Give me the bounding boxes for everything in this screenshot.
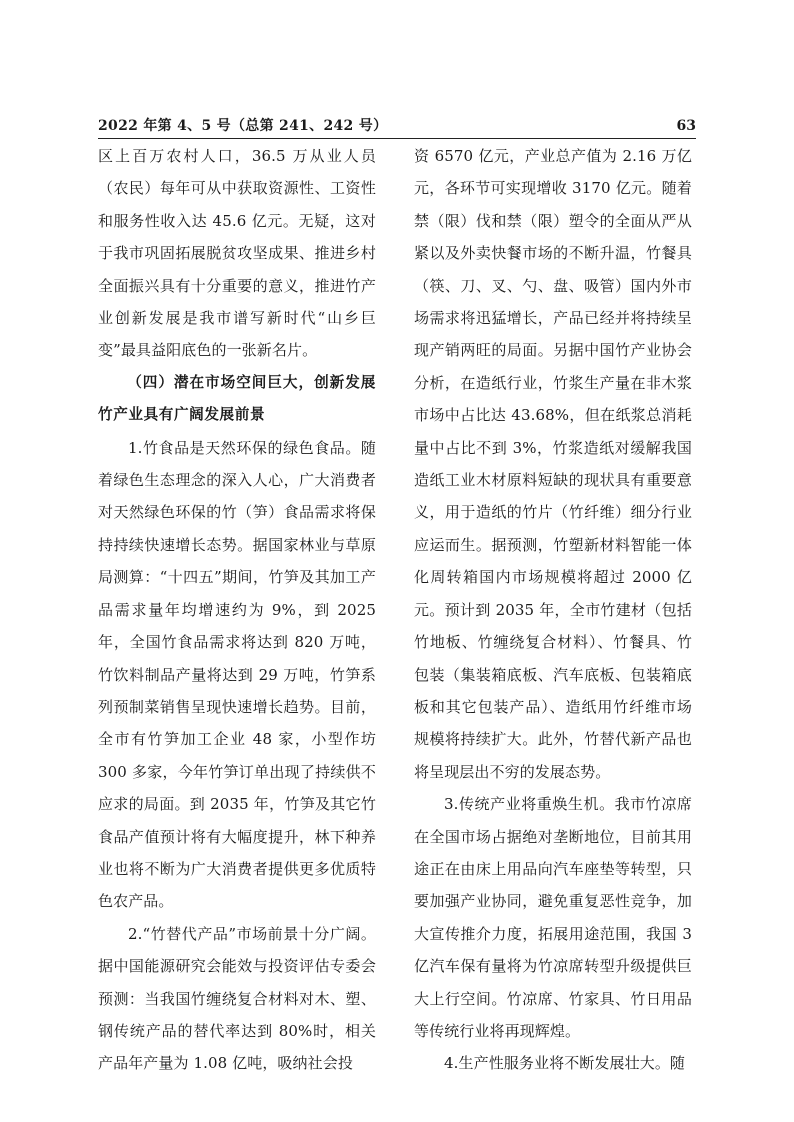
page-number: 63 xyxy=(676,118,696,134)
issue-label: 2022 年第 4、5 号（总第 241、242 号） xyxy=(98,118,388,134)
section-heading: （四）潜在市场空间巨大，创新发展竹产业具有广阔发展前景 xyxy=(98,373,376,424)
paragraph-continued-right: 资 6570 亿元，产业总产值为 2.16 万亿元，各环节可实现增收 3170 亿元。随着禁（限）伐和禁（限）塑令的全面从严从紧以及外卖快餐市场的不断升温，竹餐具（筷、刀、叉、勺、盘、吸管）国内外市场需求将迅猛增长，产品已经并将持续呈现产销两旺的局面。另据中国竹产业协会分析，在造纸行业，竹浆生产量在非木浆市场中占比达 43.68%，但在纸浆总消耗量中占比不到 3%，竹浆造纸对缓解我国造纸工业木材原料短缺的现状具有重要意义，用于造纸的竹片（竹纤维）细分行业应运而生。据预测，竹塑新材料智能一体化周转箱国内市场规模将超过 2000 亿元。预计到 2035 年，全市竹建材（包括竹地板、竹缠绕复合材料）、竹餐具、竹包装（集装箱底板、汽车底板、包装箱底板和其它包装产品）、造纸用竹纤维市场规模将持续扩大。此外，竹替代新产品也将呈现层出不穷的发展态势。 xyxy=(414,147,692,781)
paragraph-bamboo-food: 1.竹食品是天然环保的绿色食品。随着绿色生态理念的深入人心，广大消费者对天然绿色环保的竹（笋）食品需求将保持持续快速增长态势。据国家林业与草原局测算：“十四五”期间，竹笋及其加工产品需求量年均增速约为 9%，到 2025 年，全国竹食品需求将达到 820 万吨，竹饮料制品产量将达到 29 万吨，竹笋系列预制菜销售呈现快速增长趋势。目前，全市有竹笋加工企业 48 家，小型作坊 300 多家，今年竹笋订单出现了持续供不应求的局面。到 2035 年，竹笋及其它竹食品产值预计将有大幅度提升，林下种养业也将不断为广大消费者提供更多优质特色农产品。 xyxy=(98,438,376,911)
paragraph-bamboo-substitutes: 2.“竹替代产品”市场前景十分广阔。据中国能源研究会能效与投资评估专委会预测：当我国竹缠绕复合材料对木、塑、钢传统产品的替代率达到 80%时，相关产品年产量为 1.08 亿吨，吸纳社会投 xyxy=(98,924,376,1073)
running-header xyxy=(98,115,696,137)
header-rule xyxy=(98,138,696,139)
paragraph-service-industry: 4.生产性服务业将不断发展壮大。随 xyxy=(444,1054,686,1073)
left-column xyxy=(98,140,376,1080)
paragraph-continued: 区上百万农村人口，36.5 万从业人员（农民）每年可从中获取资源性、工资性和服务性收入达 45.6 亿元。无疑，这对于我市巩固拓展脱贫攻坚成果、推进乡村全面振兴具有十分重要的意义，推进竹产业创新发展是我市谱写新时代“山乡巨变”最具益阳底色的一张新名片。 xyxy=(98,147,376,360)
paragraph-traditional-industry: 3.传统产业将重焕生机。我市竹凉席在全国市场占据绝对垄断地位，目前其用途正在由床上用品向汽车座垫等转型，只要加强产业协同，避免重复恶性竞争，加大宣传推介力度，拓展用途范围，我国 3 亿汽车保有量将为竹凉席转型升级提供巨大上行空间。竹凉席、竹家具、竹日用品等传统行业将再现辉煌。 xyxy=(414,795,692,1040)
right-column xyxy=(414,140,692,1080)
